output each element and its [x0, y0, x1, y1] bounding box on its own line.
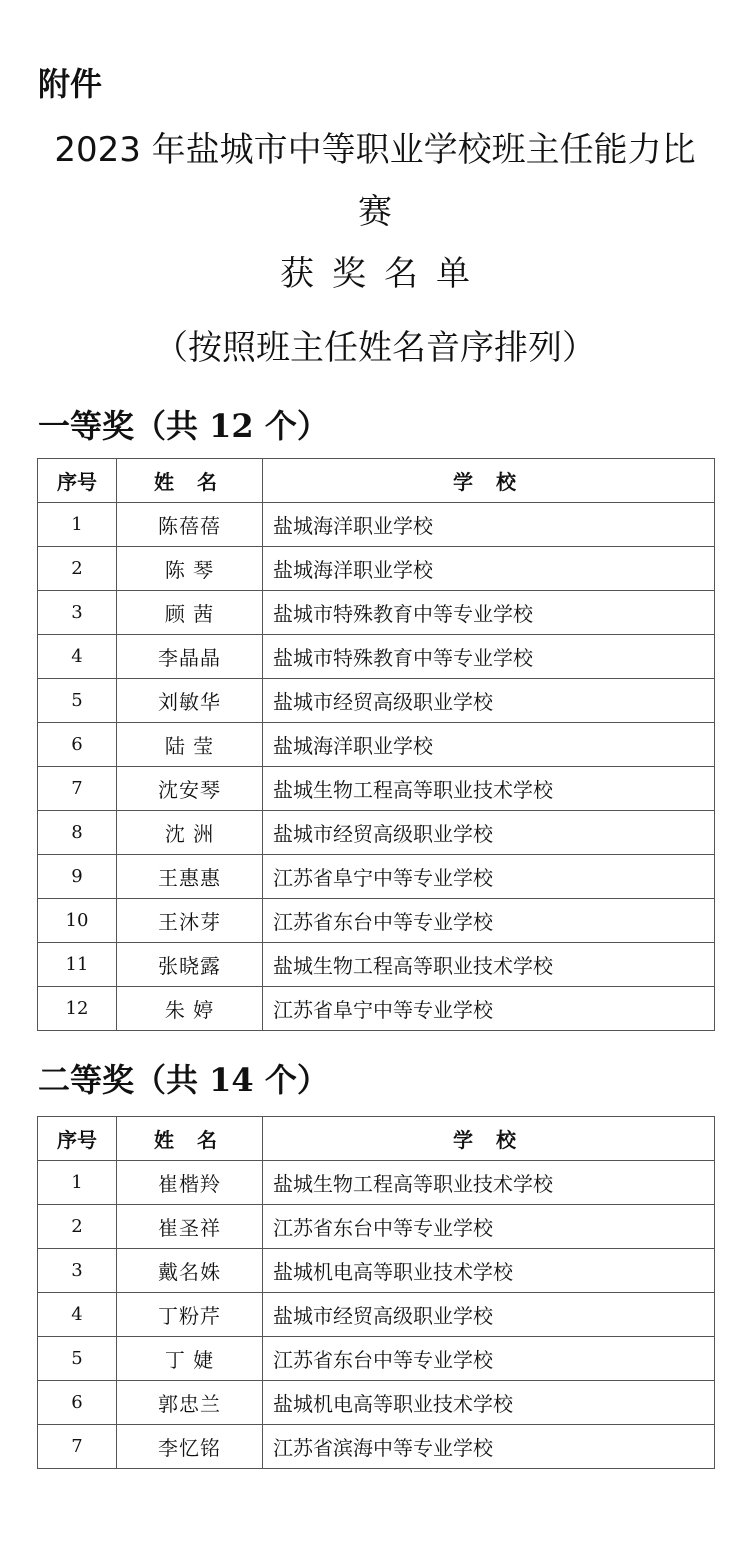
first-prize-rows — [38, 503, 715, 1031]
table-row — [38, 899, 715, 943]
school-name: 江苏省东台中等专业学校 — [263, 899, 715, 943]
column-header-name: 姓 名 — [117, 459, 263, 503]
table-row — [38, 767, 715, 811]
teacher-name: 陈蓓蓓 — [117, 503, 263, 547]
first-prize-table — [37, 458, 715, 1031]
second-prize-rows — [38, 1161, 715, 1469]
attachment-label: 附件 — [38, 65, 103, 103]
school-name: 盐城海洋职业学校 — [263, 547, 715, 591]
table-header-row — [38, 1117, 715, 1161]
table-row — [38, 943, 715, 987]
teacher-name: 沈 洲 — [117, 811, 263, 855]
row-number: 1 — [38, 503, 117, 547]
row-number: 3 — [38, 1249, 117, 1293]
second-prize-table — [37, 1116, 715, 1469]
school-name: 盐城生物工程高等职业技术学校 — [263, 943, 715, 987]
row-number: 6 — [38, 723, 117, 767]
school-name: 盐城海洋职业学校 — [263, 723, 715, 767]
table-row — [38, 1293, 715, 1337]
section-title-suffix: 个） — [264, 407, 329, 445]
school-name: 盐城市特殊教育中等专业学校 — [263, 635, 715, 679]
title-award-list: 获奖名单 — [280, 254, 488, 294]
table-row — [38, 1381, 715, 1425]
row-number: 2 — [38, 547, 117, 591]
row-number: 12 — [38, 987, 117, 1031]
teacher-name: 崔楷羚 — [117, 1161, 263, 1205]
teacher-name: 刘敏华 — [117, 679, 263, 723]
school-name: 江苏省阜宁中等专业学校 — [263, 987, 715, 1031]
table-row — [38, 635, 715, 679]
teacher-name: 戴名姝 — [117, 1249, 263, 1293]
first-prize-heading — [38, 404, 329, 448]
section-count: 12 — [209, 407, 254, 445]
teacher-name: 陈 琴 — [117, 547, 263, 591]
school-name: 盐城市经贸高级职业学校 — [263, 811, 715, 855]
table-row — [38, 1161, 715, 1205]
school-name: 盐城海洋职业学校 — [263, 503, 715, 547]
title-line-1: 2023 年盐城市中等职业学校班主任能力比 — [54, 130, 696, 170]
section-title-suffix: 个） — [264, 1061, 329, 1099]
row-number: 1 — [38, 1161, 117, 1205]
teacher-name: 李忆铭 — [117, 1425, 263, 1469]
row-number: 10 — [38, 899, 117, 943]
table-row — [38, 547, 715, 591]
school-name: 盐城市特殊教育中等专业学校 — [263, 591, 715, 635]
row-number: 3 — [38, 591, 117, 635]
row-number: 7 — [38, 1425, 117, 1469]
school-name: 盐城市经贸高级职业学校 — [263, 1293, 715, 1337]
column-header-school: 学 校 — [263, 1117, 715, 1161]
teacher-name: 崔圣祥 — [117, 1205, 263, 1249]
table-row — [38, 723, 715, 767]
row-number: 6 — [38, 1381, 117, 1425]
teacher-name: 丁 婕 — [117, 1337, 263, 1381]
column-header-number: 序号 — [38, 1117, 117, 1161]
row-number: 7 — [38, 767, 117, 811]
school-name: 盐城市经贸高级职业学校 — [263, 679, 715, 723]
column-header-school: 学 校 — [263, 459, 715, 503]
school-name: 盐城机电高等职业技术学校 — [263, 1249, 715, 1293]
table-row — [38, 811, 715, 855]
column-header-number: 序号 — [38, 459, 117, 503]
table-row — [38, 1249, 715, 1293]
teacher-name: 丁粉芹 — [117, 1293, 263, 1337]
teacher-name: 沈安琴 — [117, 767, 263, 811]
teacher-name: 王沐芽 — [117, 899, 263, 943]
section-count: 14 — [209, 1061, 254, 1099]
table-row — [38, 855, 715, 899]
table-row — [38, 1425, 715, 1469]
teacher-name: 郭忠兰 — [117, 1381, 263, 1425]
teacher-name: 陆 莹 — [117, 723, 263, 767]
teacher-name: 王惠惠 — [117, 855, 263, 899]
row-number: 5 — [38, 679, 117, 723]
school-name: 江苏省东台中等专业学校 — [263, 1205, 715, 1249]
row-number: 2 — [38, 1205, 117, 1249]
school-name: 江苏省东台中等专业学校 — [263, 1337, 715, 1381]
table-row — [38, 1337, 715, 1381]
row-number: 5 — [38, 1337, 117, 1381]
table-row — [38, 503, 715, 547]
row-number: 8 — [38, 811, 117, 855]
column-header-name: 姓 名 — [117, 1117, 263, 1161]
row-number: 4 — [38, 635, 117, 679]
table-row — [38, 679, 715, 723]
teacher-name: 顾 茜 — [117, 591, 263, 635]
second-prize-heading — [38, 1058, 329, 1102]
school-name: 盐城生物工程高等职业技术学校 — [263, 1161, 715, 1205]
section-title-prefix: 二等奖（共 — [38, 1061, 199, 1099]
teacher-name: 李晶晶 — [117, 635, 263, 679]
school-name: 江苏省滨海中等专业学校 — [263, 1425, 715, 1469]
school-name: 盐城机电高等职业技术学校 — [263, 1381, 715, 1425]
teacher-name: 张晓露 — [117, 943, 263, 987]
table-header-row — [38, 459, 715, 503]
title-ordering-note: （按照班主任姓名音序排列） — [154, 328, 596, 368]
table-row — [38, 1205, 715, 1249]
table-row — [38, 987, 715, 1031]
school-name: 江苏省阜宁中等专业学校 — [263, 855, 715, 899]
section-title-prefix: 一等奖（共 — [38, 407, 199, 445]
row-number: 11 — [38, 943, 117, 987]
row-number: 4 — [38, 1293, 117, 1337]
title-line-2: 赛 — [358, 192, 392, 232]
teacher-name: 朱 婷 — [117, 987, 263, 1031]
row-number: 9 — [38, 855, 117, 899]
school-name: 盐城生物工程高等职业技术学校 — [263, 767, 715, 811]
table-row — [38, 591, 715, 635]
